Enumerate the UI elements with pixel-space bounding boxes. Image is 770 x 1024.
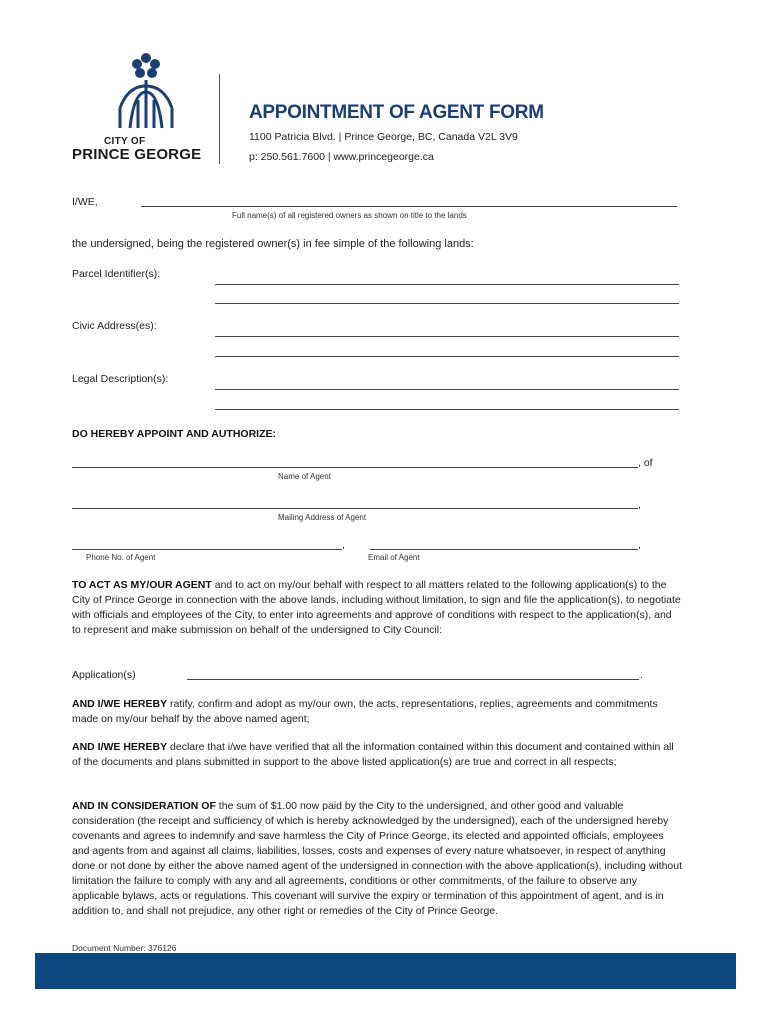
email-comma: , <box>638 539 641 551</box>
agent-name-field[interactable] <box>72 467 638 468</box>
intro-text: the undersigned, being the registered owner(s) in fee simple of the following lands: <box>72 238 474 250</box>
consideration-paragraph <box>72 799 682 919</box>
owners-label: I/WE, <box>72 196 98 208</box>
logo-city-name: PRINCE GEORGE <box>72 146 202 163</box>
parcel-field-1[interactable] <box>215 284 679 285</box>
parcel-label: Parcel Identifier(s): <box>72 268 161 280</box>
agent-mailing-caption: Mailing Address of Agent <box>278 513 367 522</box>
agent-name-caption: Name of Agent <box>278 472 331 481</box>
civic-label: Civic Address(es): <box>72 320 157 332</box>
agent-email-caption: Email of Agent <box>368 553 420 562</box>
declare-lead: AND I/WE HEREBY <box>72 741 168 753</box>
ratify-lead: AND I/WE HEREBY <box>72 698 168 710</box>
applications-field[interactable] <box>187 679 639 680</box>
act-text: and to act on my/our behalf with respect to all matters related to the following application(s) to the City of Prince George in connection with the above lands, including without limitation, to sign and file the application(s), to negotiate with officials and employees of the City, to enter into agreements and approve of conditions with respect to the application(s), and to represent and make submission on behalf of the undersigned to City Council: <box>72 579 681 636</box>
agent-phone-field[interactable] <box>72 549 342 550</box>
agent-email-field[interactable] <box>370 549 638 550</box>
owners-caption: Full name(s) of all registered owners as shown on title to the lands <box>232 211 467 220</box>
act-as-agent-paragraph <box>72 578 682 638</box>
applications-label: Application(s) <box>72 669 136 681</box>
consideration-lead: AND IN CONSIDERATION OF <box>72 800 216 812</box>
owners-name-field[interactable] <box>141 206 677 207</box>
civic-field-1[interactable] <box>215 336 679 337</box>
footer-bar <box>35 953 736 989</box>
legal-label: Legal Description(s): <box>72 373 169 385</box>
document-number: Document Number: 376126 <box>72 943 177 953</box>
consideration-text: the sum of $1.00 now paid by the City to the undersigned, and other good and valuable consideration (the receipt and sufficiency of which is hereby acknowledged by the undersigned), each of the undersigned hereby covenants and agrees to indemnify and save harmless the City of Prince George, its elected and appointed officials, employees and agents from and against all claims, liabilities, losses, costs and expenses of every nature whatsoever, in respect of anything done or not done by either the above named agent of the undersigned in connection with the above application(s), including without limitation the failure to comply with any and all agreements, conditions or other commitments, of the failure to observe any applicable bylaws, acts or regulations. This covenant will survive the expiry or termination of this appointment of agent, and is in addition to, and shall not prejudice, any other right or remedies of the City of Prince George. <box>72 800 682 917</box>
city-emblem-icon <box>106 48 186 138</box>
appoint-heading: DO HEREBY APPOINT AND AUTHORIZE: <box>72 428 276 440</box>
city-logo <box>72 48 222 168</box>
city-contact: p: 250.561.7600 | www.princegeorge.ca <box>249 151 434 163</box>
phone-comma: , <box>342 539 345 551</box>
logo-city-of: CITY OF <box>104 136 146 147</box>
applications-period: . <box>640 669 643 681</box>
city-address: 1100 Patricia Blvd. | Prince George, BC, Canada V2L 3V9 <box>249 131 518 143</box>
ratify-text: ratify, confirm and adopt as my/our own, the acts, representations, replies, agreements and commitments made on my/our behalf by the above named agent; <box>72 698 658 725</box>
legal-field-1[interactable] <box>215 389 679 390</box>
of-text: , of <box>638 457 653 469</box>
act-lead: TO ACT AS MY/OUR AGENT <box>72 579 212 591</box>
declare-paragraph <box>72 740 682 770</box>
agent-mailing-field[interactable] <box>72 508 638 509</box>
declare-text: declare that i/we have verified that all the information contained within this document and contained within all of the documents and plans submitted in support to the above listed application(s) are true and correct in all respects; <box>72 741 674 768</box>
form-title: APPOINTMENT OF AGENT FORM <box>249 102 544 123</box>
civic-field-2[interactable] <box>215 356 679 357</box>
header-divider <box>219 74 220 164</box>
agent-phone-caption: Phone No. of Agent <box>86 553 156 562</box>
legal-field-2[interactable] <box>215 409 679 410</box>
parcel-field-2[interactable] <box>215 303 679 304</box>
ratify-paragraph <box>72 697 682 727</box>
mailing-comma: , <box>638 499 641 511</box>
